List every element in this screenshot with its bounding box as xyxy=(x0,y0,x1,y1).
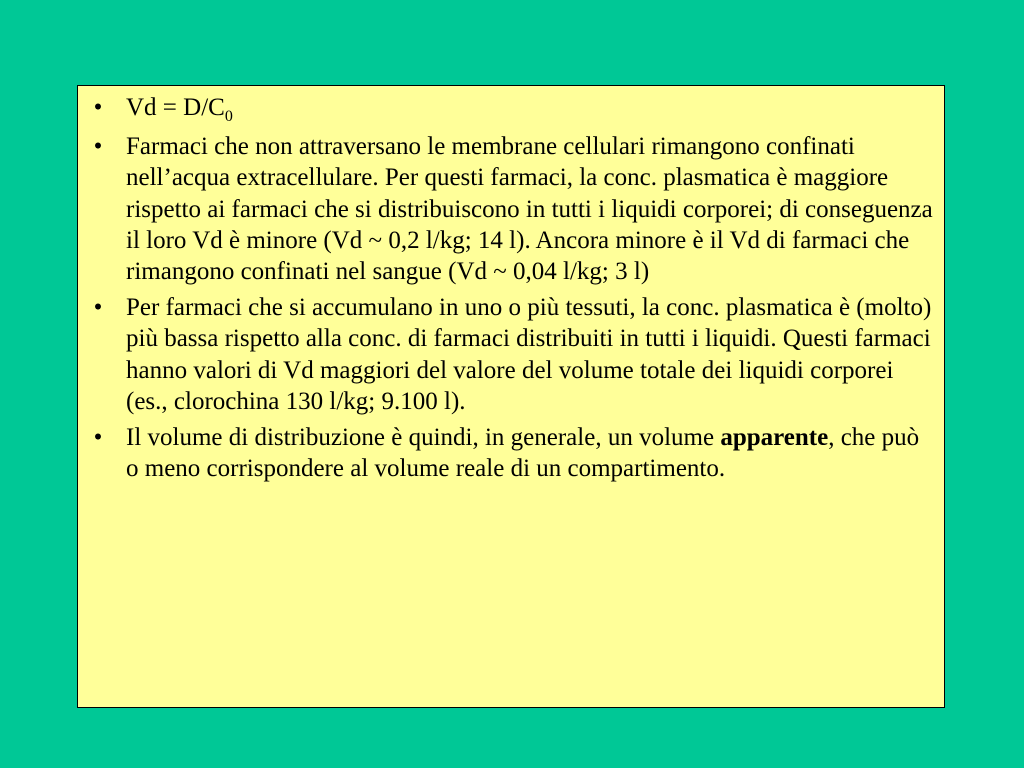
bullet-text-apparent-prefix: Il volume di distribuzione è quindi, in generale, un volume xyxy=(126,424,715,452)
bullet-item-extracellular xyxy=(78,131,944,287)
formula-subscript: 0 xyxy=(224,108,233,125)
bullet-list xyxy=(78,92,944,484)
bullet-text-apparent-bold: apparente xyxy=(720,424,829,452)
content-box xyxy=(77,85,945,708)
formula-text: Vd = D/C xyxy=(126,94,225,121)
bullet-dot-icon: • xyxy=(93,424,103,452)
bullet-dot-icon: • xyxy=(93,94,103,121)
bullet-item-apparent-volume xyxy=(78,422,944,484)
bullet-dot-icon: • xyxy=(93,294,103,322)
bullet-text-tissue-accumulation: Per farmaci che si accumulano in uno o più tessuti, la conc. plasmatica è (molto) più bassa rispetto alla conc. di farmaci distribuiti in tutti i liquidi. Questi farmaci hanno valori di Vd maggiori del valore del volume totale dei liquidi corporei (es., clorochina 130 l/kg; 9.100 l). xyxy=(126,294,932,415)
bullet-text-apparent-suffix: , che può o meno corrispondere al volume reale di un compartimento. xyxy=(126,424,920,483)
bullet-text-extracellular: Farmaci che non attraversano le membrane cellulari rimangono confinati nell’acqua extracellulare. Per questi farmaci, la conc. plasmatica è maggiore rispetto ai farmaci che si distribuiscono in tutti i liquidi corporei; di conseguenza il loro Vd è minore (Vd ~ 0,2 l/kg; 14 l). Ancora minore è il Vd di farmaci che rimangono confinati nel sangue (Vd ~ 0,04 l/kg; 3 l) xyxy=(126,133,933,286)
bullet-dot-icon: • xyxy=(93,133,103,161)
bullet-item-tissue-accumulation xyxy=(78,292,944,417)
bullet-item-formula xyxy=(78,92,944,126)
